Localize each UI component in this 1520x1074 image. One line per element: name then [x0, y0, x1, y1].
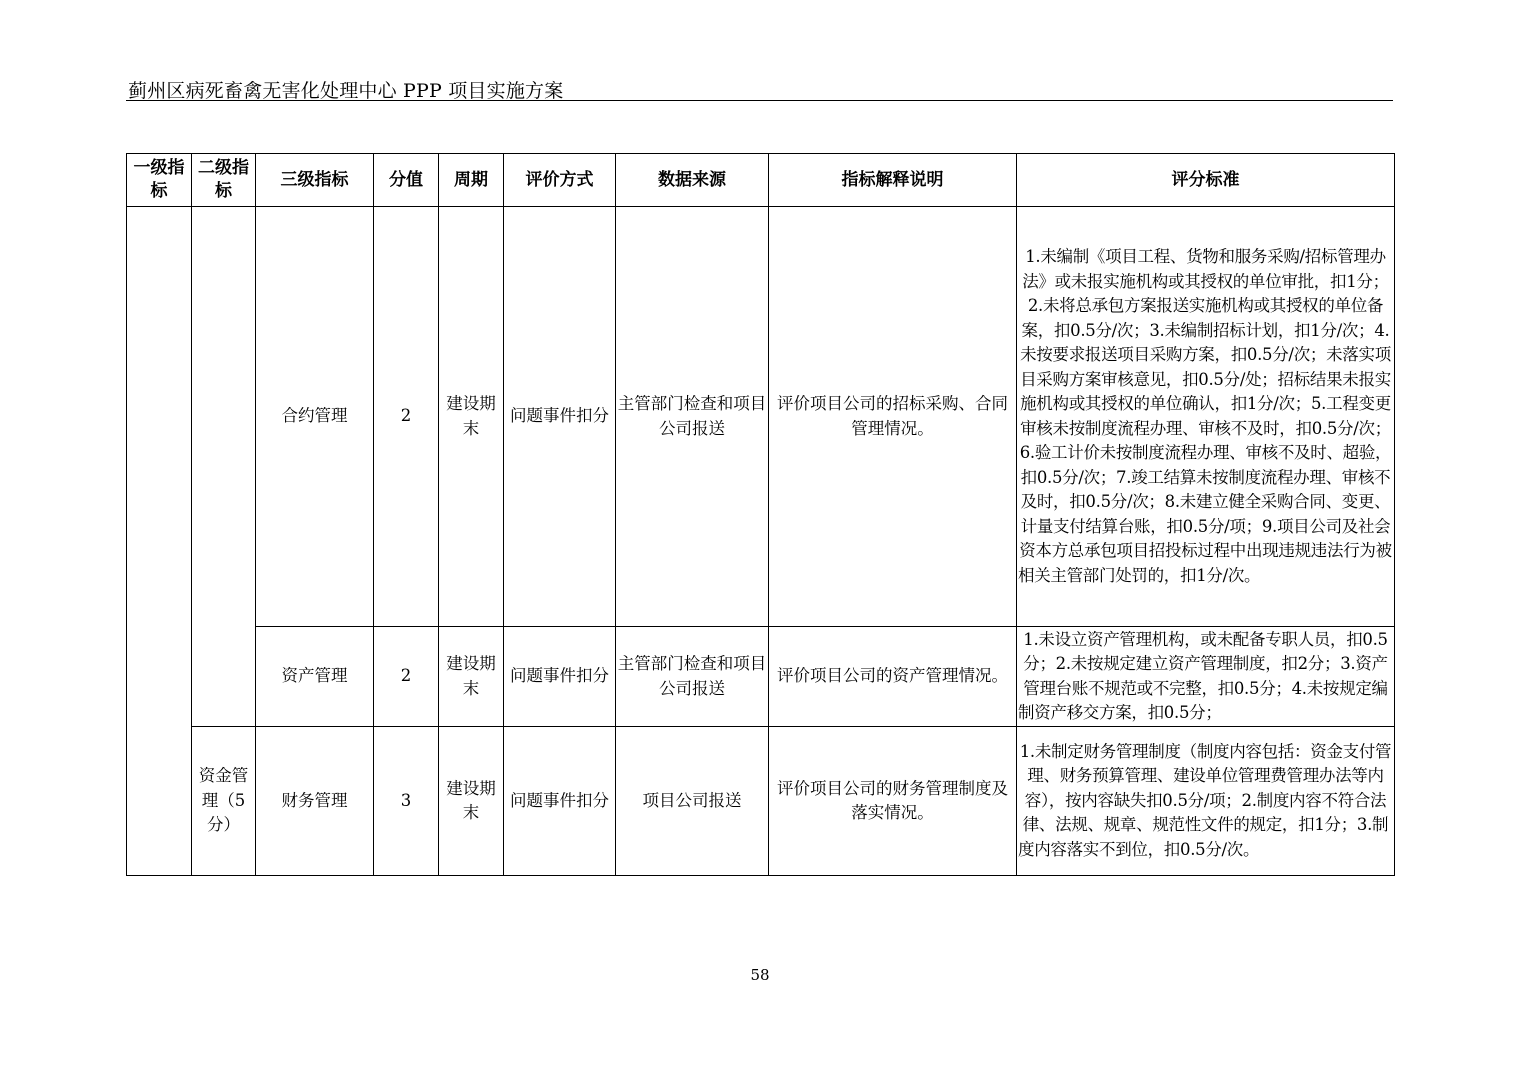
table-header-row	[127, 154, 1395, 207]
cell-standard: 1.未设立资产管理机构，或未配备专职人员，扣0.5分；2.未按规定建立资产管理制度，扣2分；3.资产管理台账不规范或不完整，扣0.5分；4.未按规定编制资产移交方案，扣0.5分；	[1017, 627, 1395, 727]
table-row	[127, 627, 1395, 727]
col-header-source: 数据来源	[616, 154, 769, 207]
col-header-level1: 一级指标	[127, 154, 192, 207]
col-header-method: 评价方式	[504, 154, 616, 207]
cell-period: 建设期末	[439, 207, 504, 627]
table-row	[127, 727, 1395, 876]
col-header-level2: 二级指标	[192, 154, 256, 207]
col-header-period: 周期	[439, 154, 504, 207]
cell-level3: 合约管理	[256, 207, 374, 627]
header-divider	[126, 100, 1393, 101]
cell-level3: 资产管理	[256, 627, 374, 727]
col-header-explanation: 指标解释说明	[769, 154, 1017, 207]
cell-explanation: 评价项目公司的资产管理情况。	[769, 627, 1017, 727]
cell-standard: 1.未编制《项目工程、货物和服务采购/招标管理办法》或未报实施机构或其授权的单位审批，扣1分；2.未将总承包方案报送实施机构或其授权的单位备案，扣0.5分/次；3.未编制招标计划，扣1分/次；4.未按要求报送项目采购方案，扣0.5分/次；未落实项目采购方案审核意见，扣0.5分/处；招标结果未报实施机构或其授权的单位确认，扣1分/次；5.工程变更审核未按制度流程办理、审核不及时，扣0.5分/次；6.验工计价未按制度流程办理、审核不及时、超验，扣0.5分/次；7.竣工结算未按制度流程办理、审核不及时，扣0.5分/次；8.未建立健全采购合同、变更、计量支付结算台账，扣0.5分/项；9.项目公司及社会资本方总承包项目招投标过程中出现违规违法行为被相关主管部门处罚的，扣1分/次。	[1017, 207, 1395, 627]
cell-level2: 资金管理（5分）	[192, 727, 256, 876]
cell-score: 2	[374, 207, 439, 627]
cell-explanation: 评价项目公司的招标采购、合同管理情况。	[769, 207, 1017, 627]
cell-score: 3	[374, 727, 439, 876]
col-header-score: 分值	[374, 154, 439, 207]
page-number: 58	[750, 966, 770, 984]
cell-method: 问题事件扣分	[504, 727, 616, 876]
cell-method: 问题事件扣分	[504, 627, 616, 727]
col-header-standard: 评分标准	[1017, 154, 1395, 207]
cell-level3: 财务管理	[256, 727, 374, 876]
cell-source: 主管部门检查和项目公司报送	[616, 627, 769, 727]
cell-explanation: 评价项目公司的财务管理制度及落实情况。	[769, 727, 1017, 876]
cell-level2	[192, 207, 256, 727]
cell-standard: 1.未制定财务管理制度（制度内容包括：资金支付管理、财务预算管理、建设单位管理费管理办法等内容），按内容缺失扣0.5分/项；2.制度内容不符合法律、法规、规章、规范性文件的规定，扣1分；3.制度内容落实不到位，扣0.5分/次。	[1017, 727, 1395, 876]
cell-score: 2	[374, 627, 439, 727]
col-header-level3: 三级指标	[256, 154, 374, 207]
document-header-title: 蓟州区病死畜禽无害化处理中心 PPP 项目实施方案	[128, 80, 564, 102]
evaluation-table	[126, 153, 1395, 876]
cell-method: 问题事件扣分	[504, 207, 616, 627]
cell-period: 建设期末	[439, 627, 504, 727]
cell-source: 项目公司报送	[616, 727, 769, 876]
table-row	[127, 207, 1395, 627]
cell-level1	[127, 207, 192, 876]
cell-source: 主管部门检查和项目公司报送	[616, 207, 769, 627]
cell-period: 建设期末	[439, 727, 504, 876]
